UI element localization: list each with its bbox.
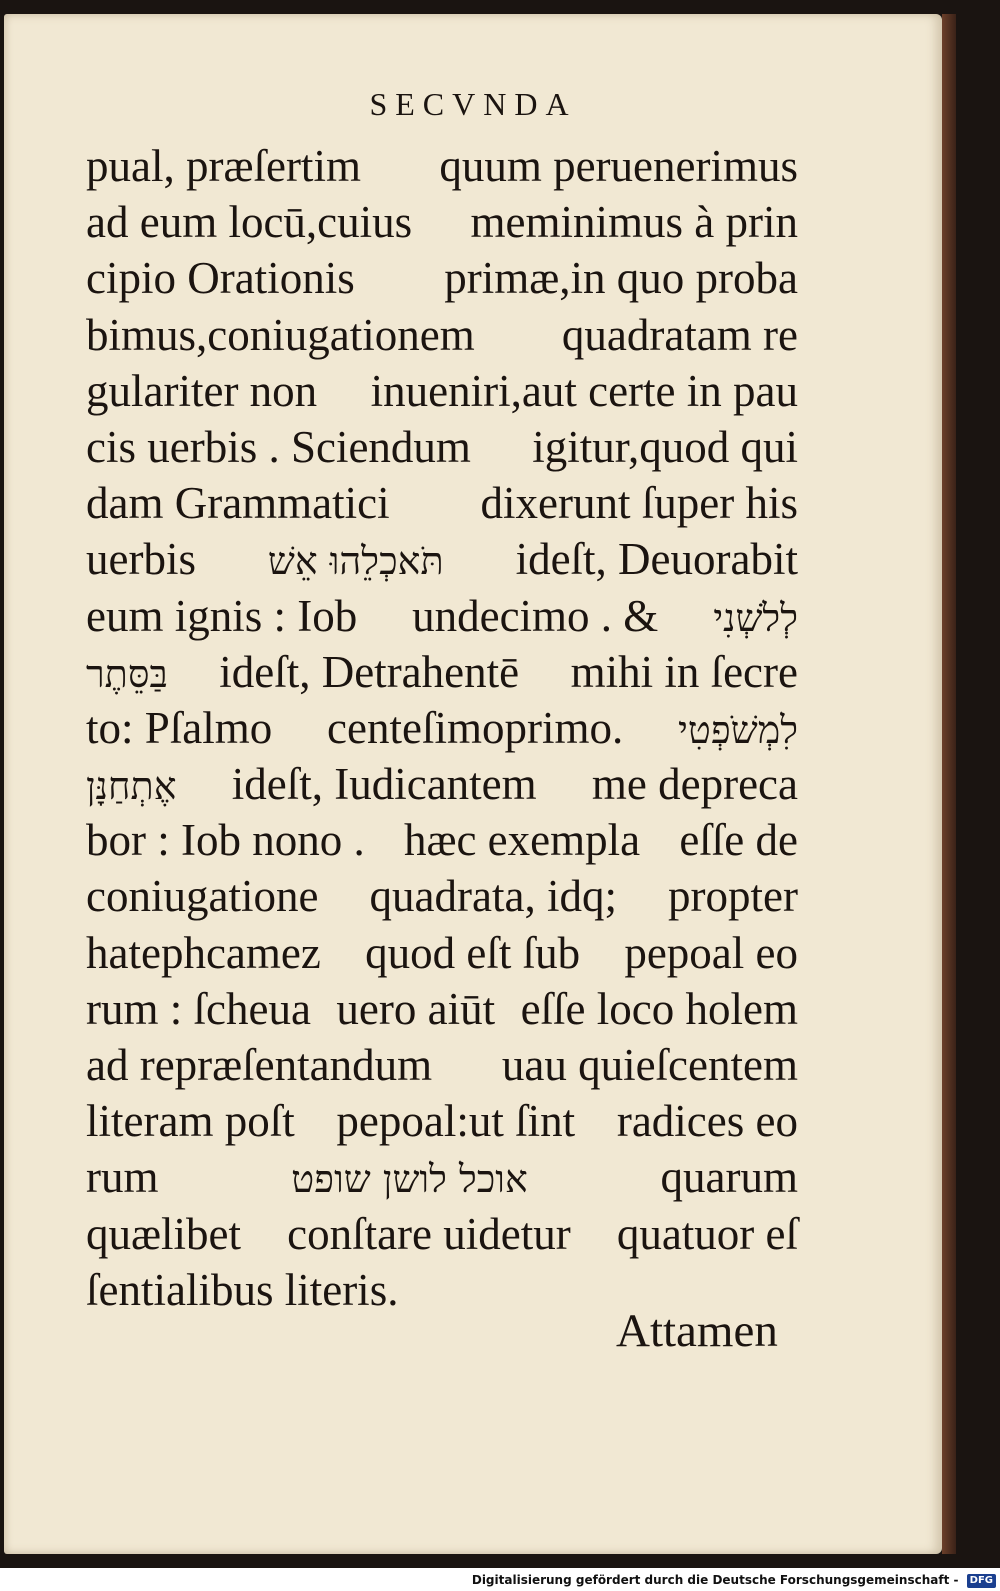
text-line: [86, 1093, 798, 1149]
text-line: [86, 419, 798, 475]
text-segment: gulariter non: [86, 365, 318, 416]
text-segment: uau quieſcentem: [501, 1040, 798, 1090]
text-line: [86, 1037, 798, 1093]
text-segment: coniugatione: [86, 871, 319, 922]
text-segment: dam Grammatici: [86, 478, 390, 529]
text-segment: ad repræſentandum: [86, 1040, 433, 1090]
text-segment: eſſe loco holem: [520, 983, 798, 1034]
text-segment: ad eum locū,cuius: [86, 197, 413, 248]
text-segment: eſſe de: [679, 815, 798, 866]
hebrew-word: אוכל לושן שופט: [291, 1157, 528, 1202]
text-segment: dixerunt ſuper his: [480, 478, 798, 529]
footer-credit: [0, 1570, 996, 1591]
text-segment: quadrata, idq;: [369, 871, 617, 922]
text-segment: pepoal eo: [624, 927, 798, 978]
text-segment: conſtare uidetur: [287, 1208, 571, 1259]
text-segment: me depreca: [591, 759, 798, 810]
text-segment: cis uerbis . Sciendum: [86, 421, 471, 472]
text-segment: meminimus à prin: [470, 197, 798, 248]
text-segment: hatephcamez: [86, 927, 321, 978]
text-segment: ſentialibus literis.: [86, 1264, 399, 1315]
text-segment: quarum: [660, 1152, 798, 1203]
hebrew-word: לְלֹשְׁנִי: [713, 595, 798, 640]
text-segment: quælibet: [86, 1208, 241, 1259]
hebrew-word: לִמְשֹׁפְטִי: [677, 707, 798, 752]
running-head: SECVNDA: [369, 86, 577, 122]
text-segment: radices eo: [616, 1096, 798, 1147]
text-segment: bimus,coniugationem: [86, 309, 475, 360]
text-segment: hæc exempla: [403, 815, 641, 866]
footer-credit-text: Digitalisierung gefördert durch die Deutsche Forschungsgemeinschaft -: [471, 1573, 959, 1587]
hebrew-word: אֶתְחַנָּן: [86, 764, 177, 809]
text-segment: ideſt, Iudicantem: [231, 759, 537, 810]
body-text: [86, 138, 798, 1318]
text-line: [86, 250, 798, 306]
text-segment: cipio Orationis: [86, 253, 355, 304]
dfg-logo: DFG: [967, 1574, 996, 1588]
text-segment: pepoal:ut ſint: [336, 1096, 576, 1147]
text-segment: uero aiūt: [336, 983, 496, 1034]
text-segment: to: Pſalmo: [86, 702, 273, 753]
text-line: [86, 756, 798, 812]
text-line: [86, 981, 798, 1037]
text-segment: quatuor eſ: [616, 1208, 798, 1259]
text-segment: rum: [86, 1152, 159, 1203]
text-segment: eum ignis : Iob: [86, 590, 358, 641]
text-line: [86, 363, 798, 419]
text-segment: literam poſt: [86, 1096, 295, 1147]
hebrew-word: תֹּאכְלֵהוּ אֵשׁ: [267, 539, 444, 584]
text-line: [86, 194, 798, 250]
book-page: [4, 14, 942, 1554]
text-line: [86, 307, 798, 363]
text-segment: ideſt, Deuorabit: [515, 534, 798, 585]
text-line: [86, 700, 798, 756]
text-segment: pual, præſertim: [86, 141, 361, 191]
text-segment: quadratam re: [561, 309, 798, 360]
text-segment: quod eſt ſub: [365, 927, 581, 978]
text-segment: igitur,quod qui: [532, 421, 798, 472]
text-segment: rum : ſcheua: [86, 983, 311, 1034]
text-segment: mihi in ſecre: [570, 646, 798, 697]
text-line: [86, 868, 798, 924]
page-edge: [942, 14, 956, 1554]
text-segment: centeſimoprimo.: [327, 702, 624, 753]
text-segment: quum peruenerimus: [439, 141, 798, 191]
text-line: [86, 644, 798, 700]
text-segment: uerbis: [86, 534, 196, 585]
text-line: [86, 138, 798, 194]
text-line: [86, 475, 798, 531]
text-segment: bor : Iob nono .: [86, 815, 365, 866]
text-segment: propter: [668, 871, 798, 922]
text-line: [86, 1206, 798, 1262]
text-line: [86, 812, 798, 868]
text-line: [86, 1149, 798, 1205]
text-segment: ideſt, Detrahentē: [219, 646, 520, 697]
text-line: [86, 531, 798, 587]
text-line: [86, 588, 798, 644]
text-segment: primæ,in quo proba: [444, 253, 798, 304]
text-segment: undecimo . &: [412, 590, 659, 641]
text-line: [86, 925, 798, 981]
catchword: Attamen: [616, 1305, 778, 1357]
hebrew-word: בַּסֵּתֶר: [86, 651, 168, 696]
text-segment: inueniri,aut certe in pau: [370, 365, 798, 416]
